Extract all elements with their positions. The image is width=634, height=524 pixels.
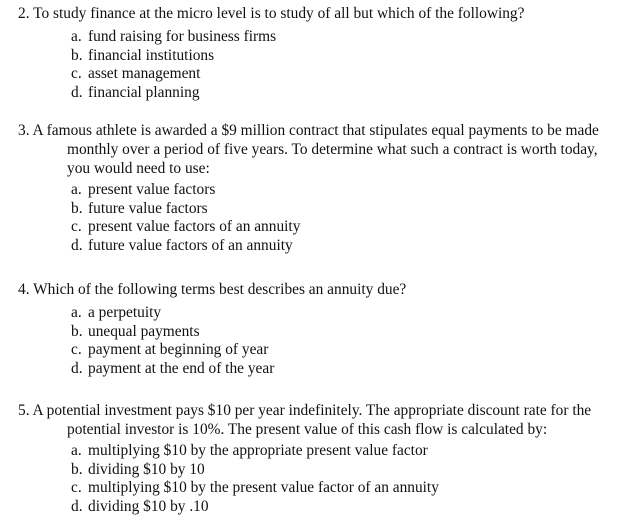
option-b xyxy=(71,461,624,480)
question-stem xyxy=(18,4,624,23)
option-text: financial institutions xyxy=(88,46,215,64)
option-letter: d. xyxy=(71,359,83,377)
question-stem xyxy=(18,121,624,178)
option-a xyxy=(71,181,624,200)
option-c xyxy=(71,341,624,360)
question-number: 4. xyxy=(18,281,30,298)
option-letter: b. xyxy=(71,199,83,217)
option-text: multiplying $10 by the present value factor of an annuity xyxy=(88,479,439,496)
option-letter: c. xyxy=(71,341,82,358)
option-letter: a. xyxy=(71,442,82,459)
option-c xyxy=(71,218,624,237)
option-a xyxy=(71,28,624,47)
option-text: fund raising for business firms xyxy=(88,28,277,45)
question-text: To study finance at the micro level is to study of all but which of the following? xyxy=(33,5,525,22)
option-d xyxy=(71,237,624,256)
question-stem xyxy=(18,280,624,299)
option-letter: c. xyxy=(71,65,82,82)
option-text: present value factors of an annuity xyxy=(88,218,301,235)
question-text: Which of the following terms best describes an annuity due? xyxy=(33,281,407,298)
option-list xyxy=(18,304,624,378)
option-letter: c. xyxy=(71,479,82,496)
option-text: dividing $10 by .10 xyxy=(88,497,209,515)
question-text: A famous athlete is awarded a $9 million contract that stipulates equal payments to be made monthly over a period of five years. To determine what such a contract is worth today, you would need to use: xyxy=(32,122,599,177)
option-d xyxy=(71,84,624,103)
option-c xyxy=(71,65,624,84)
option-letter: d. xyxy=(71,83,83,101)
question-stem xyxy=(18,401,624,439)
option-a xyxy=(71,442,624,461)
option-b xyxy=(71,47,624,66)
option-letter: d. xyxy=(71,236,83,254)
option-text: future value factors xyxy=(88,199,208,217)
option-b xyxy=(71,323,624,342)
option-letter: b. xyxy=(71,460,83,478)
option-text: asset management xyxy=(88,65,201,82)
option-text: dividing $10 by 10 xyxy=(88,460,205,478)
question-2 xyxy=(18,4,624,102)
option-letter: b. xyxy=(71,322,83,340)
option-d xyxy=(71,360,624,379)
option-letter: a. xyxy=(71,28,82,45)
option-text: financial planning xyxy=(88,83,200,101)
option-text: present value factors xyxy=(88,181,216,198)
option-c xyxy=(71,479,624,498)
question-number: 3. xyxy=(18,122,30,139)
question-text: A potential investment pays $10 per year indefinitely. The appropriate discount rate for the potential investor is 10%. The present value of this cash flow is calculated by: xyxy=(32,402,592,438)
option-a xyxy=(71,304,624,323)
option-list xyxy=(18,181,624,255)
option-d xyxy=(71,498,624,517)
option-text: a perpetuity xyxy=(88,304,162,321)
option-list xyxy=(18,28,624,102)
question-number: 5. xyxy=(18,402,30,419)
option-letter: a. xyxy=(71,181,82,198)
option-text: payment at beginning of year xyxy=(88,341,269,358)
option-text: payment at the end of the year xyxy=(88,359,275,377)
question-number: 2. xyxy=(18,5,30,22)
option-b xyxy=(71,200,624,219)
option-letter: d. xyxy=(71,497,83,515)
question-5 xyxy=(18,401,624,516)
option-letter: c. xyxy=(71,218,82,235)
question-3 xyxy=(18,121,624,255)
option-letter: b. xyxy=(71,46,83,64)
option-letter: a. xyxy=(71,304,82,321)
option-text: unequal payments xyxy=(88,322,200,340)
option-text: multiplying $10 by the appropriate present value factor xyxy=(88,442,428,459)
question-4 xyxy=(18,280,624,378)
option-list xyxy=(18,442,624,516)
option-text: future value factors of an annuity xyxy=(88,236,293,254)
